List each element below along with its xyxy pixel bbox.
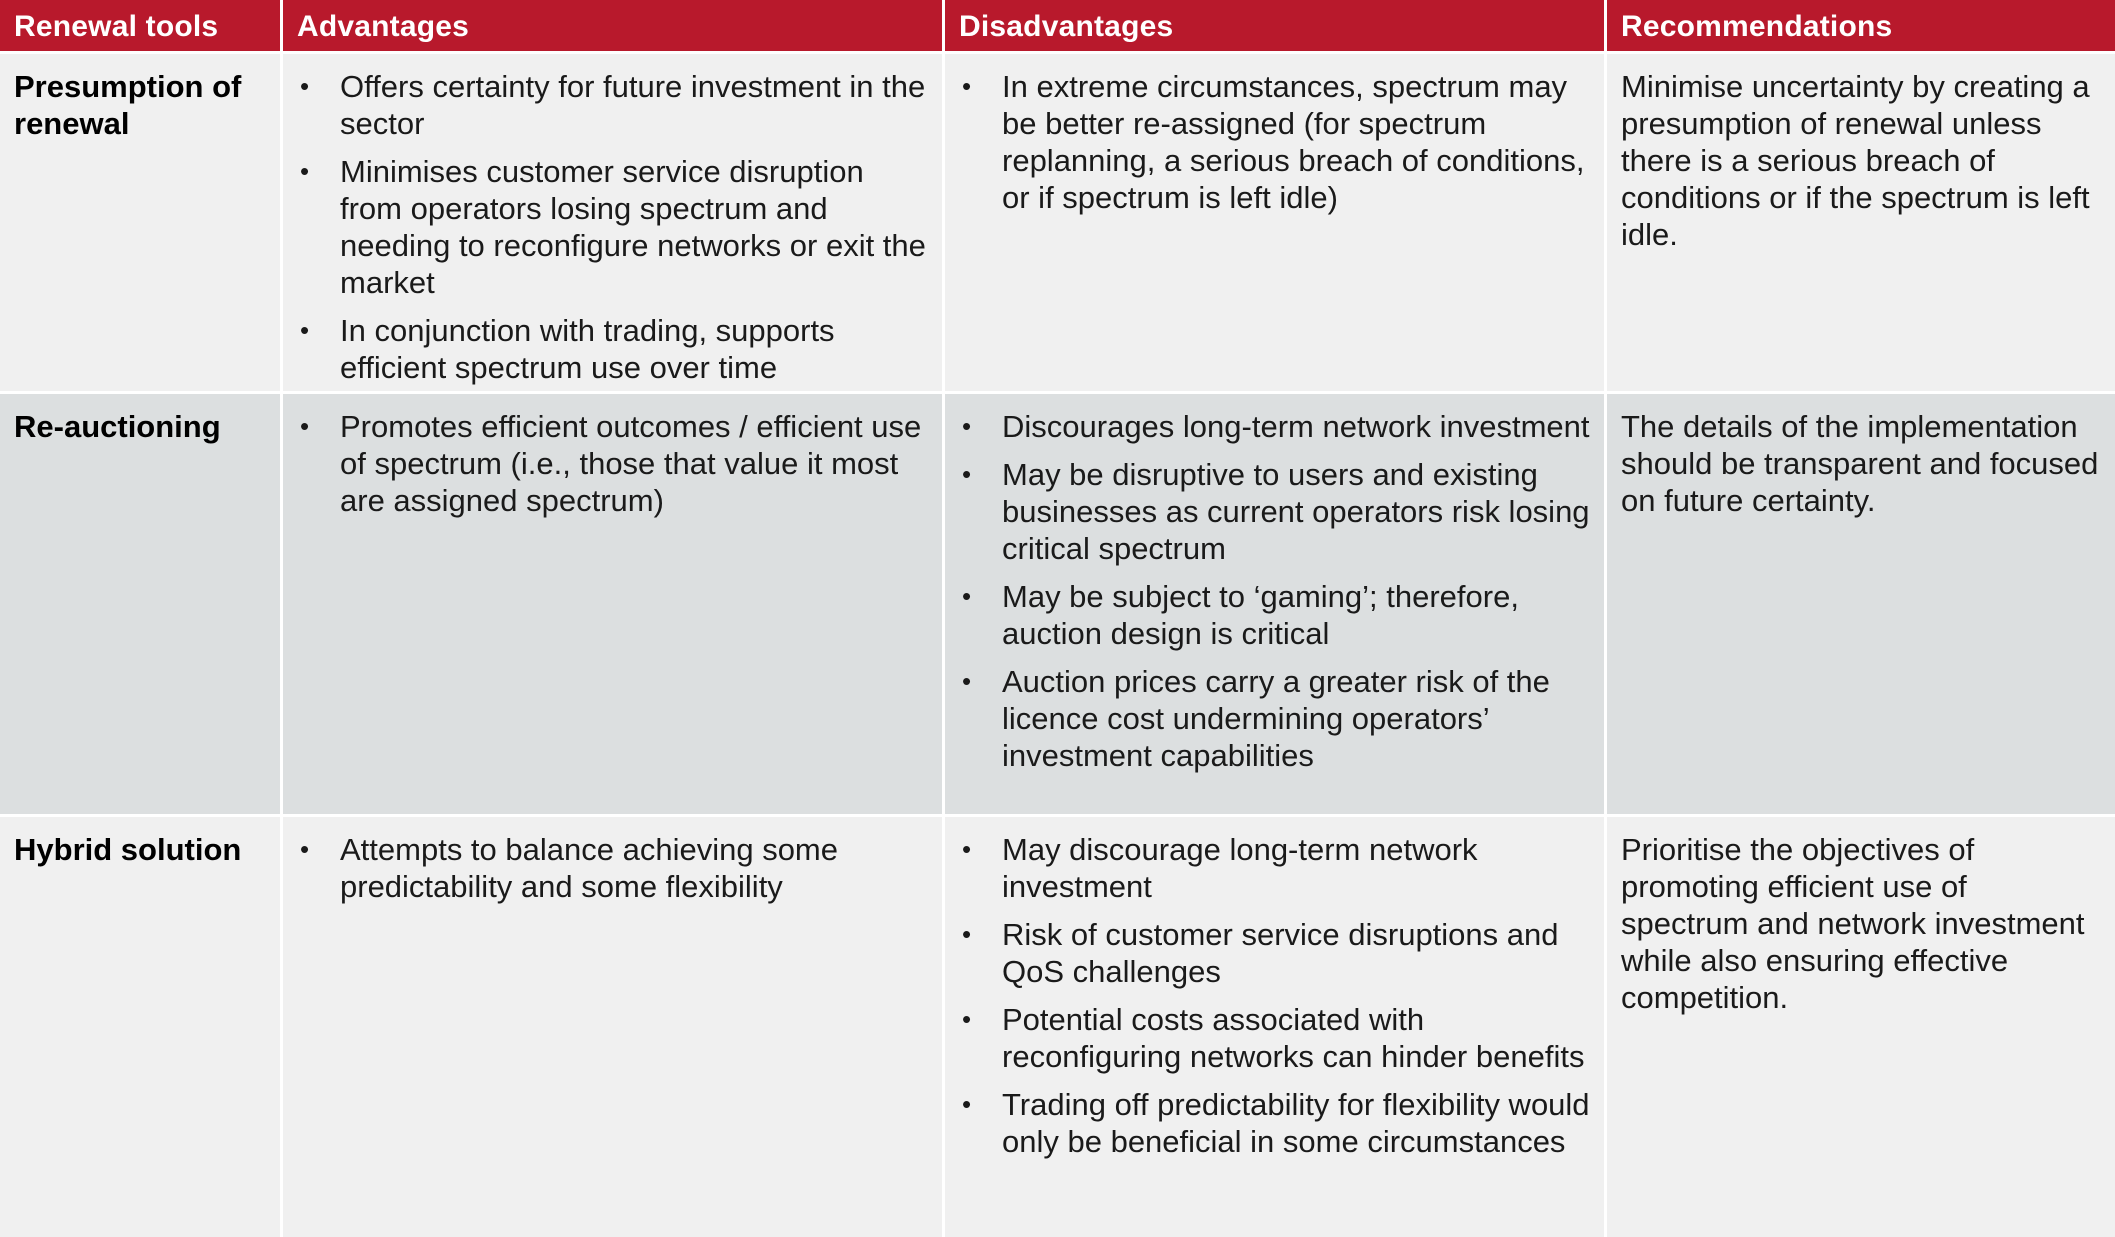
table-row-hybrid-tool xyxy=(0,817,283,1237)
tool-name: Re-auctioning xyxy=(14,409,221,444)
disadvantages-cell xyxy=(945,394,1607,817)
tool-name: Presumption of renewal xyxy=(14,69,242,141)
list-item: • Minimises customer service disruption from operators losing spectrum and needing to reconfigure networks or exit the market xyxy=(297,153,928,301)
advantages-list xyxy=(297,68,928,386)
table-row-reauctioning-tool xyxy=(0,394,283,817)
list-item: • May be disruptive to users and existing businesses as current operators risk losing critical spectrum xyxy=(959,456,1590,567)
list-item: • In extreme circumstances, spectrum may be better re-assigned (for spectrum replanning, a serious breach of conditions, or if spectrum is left idle) xyxy=(959,68,1590,216)
disadvantages-list xyxy=(959,408,1590,774)
advantages-cell xyxy=(283,54,945,394)
advantages-list xyxy=(297,408,928,519)
recommendation-cell xyxy=(1607,394,2115,817)
list-item: • Trading off predictability for flexibility would only be beneficial in some circumstances xyxy=(959,1086,1590,1160)
disadvantages-cell xyxy=(945,54,1607,394)
recommendation-text: Prioritise the objectives of promoting efficient use of spectrum and network investment while also ensuring effective competition. xyxy=(1621,832,2085,1015)
list-item: • May be subject to ‘gaming’; therefore, auction design is critical xyxy=(959,578,1590,652)
recommendation-cell xyxy=(1607,54,2115,394)
disadvantages-cell xyxy=(945,817,1607,1237)
advantages-cell xyxy=(283,394,945,817)
list-item: • Risk of customer service disruptions and QoS challenges xyxy=(959,916,1590,990)
recommendation-cell xyxy=(1607,817,2115,1237)
list-item: • In conjunction with trading, supports efficient spectrum use over time xyxy=(297,312,928,386)
list-item: • May discourage long-term network investment xyxy=(959,831,1590,905)
header-advantages: Advantages xyxy=(283,0,945,54)
header-recommendations: Recommendations xyxy=(1607,0,2115,54)
advantages-list xyxy=(297,831,928,905)
tool-name: Hybrid solution xyxy=(14,832,242,867)
table-row-presumption-tool xyxy=(0,54,283,394)
list-item: • Auction prices carry a greater risk of the licence cost undermining operators’ investment capabilities xyxy=(959,663,1590,774)
list-item: • Discourages long-term network investment xyxy=(959,408,1590,445)
disadvantages-list xyxy=(959,68,1590,216)
list-item: • Offers certainty for future investment in the sector xyxy=(297,68,928,142)
recommendation-text: The details of the implementation should be transparent and focused on future certainty. xyxy=(1621,409,2099,518)
list-item: • Potential costs associated with reconfiguring networks can hinder benefits xyxy=(959,1001,1590,1075)
advantages-cell xyxy=(283,817,945,1237)
list-item: • Attempts to balance achieving some predictability and some flexibility xyxy=(297,831,928,905)
list-item: • Promotes efficient outcomes / efficient use of spectrum (i.e., those that value it most are assigned spectrum) xyxy=(297,408,928,519)
header-renewal-tools: Renewal tools xyxy=(0,0,283,54)
header-disadvantages: Disadvantages xyxy=(945,0,1607,54)
disadvantages-list xyxy=(959,831,1590,1160)
recommendation-text: Minimise uncertainty by creating a presumption of renewal unless there is a serious breach of conditions or if the spectrum is left idle. xyxy=(1621,69,2090,252)
